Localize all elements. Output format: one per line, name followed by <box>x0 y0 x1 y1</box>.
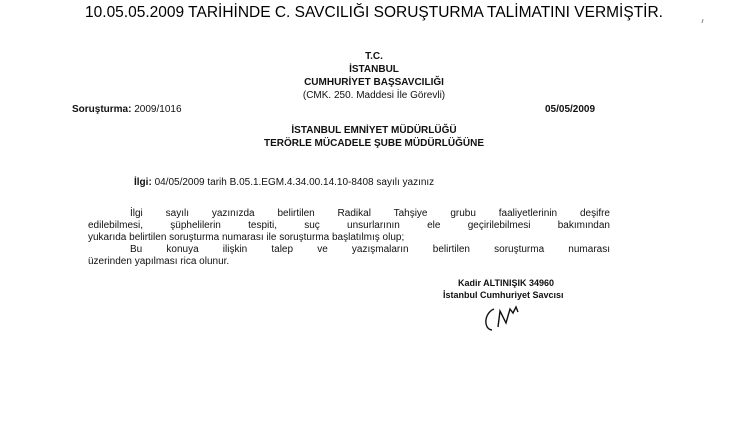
letterhead-tc: T.C. <box>365 51 383 62</box>
body-line: İlgi sayılı yazınızda belirtilen Radikal Tahşiye grubu faaliyetlerinin deşifre <box>130 208 610 219</box>
letterhead-city: İSTANBUL <box>349 64 399 75</box>
letter-body <box>88 208 610 268</box>
signatory-title: İstanbul Cumhuriyet Savcısı <box>443 290 564 300</box>
document-date: 05/05/2009 <box>545 104 596 115</box>
letterhead-subtitle: (CMK. 250. Maddesi İle Görevli) <box>302 90 446 101</box>
annotation-header: 10.05.05.2009 TARİHİNDE C. SAVCILIĞI SORUŞTURMA TALİMATINI VERMİŞTİR. <box>85 4 663 21</box>
recipient-line2: TERÖRLE MÜCADELE ŞUBE MÜDÜRLÜĞÜNE <box>264 138 484 149</box>
reference: İlgi: 04/05/2009 tarih B.05.1.EGM.4.34.00.14.10-8408 sayılı yazınız <box>134 177 435 188</box>
body-line: Bu konuya ilişkin talep ve yazışmaların belirtilen soruşturma numarası <box>130 244 610 255</box>
scan-mark-icon <box>700 18 706 24</box>
signature-icon <box>480 303 540 338</box>
body-line: yukarıda belirtilen soruşturma numarası ile soruşturma başlatılmış olup; <box>88 232 405 243</box>
recipient-line1: İSTANBUL EMNİYET MÜDÜRLÜĞÜ <box>291 125 457 136</box>
body-line: edilebilmesi, şüphelilerin tespiti, suç unsurlarının ele geçirilebilmesi bakımından <box>88 220 610 231</box>
body-line: üzerinden yapılması rica olunur. <box>88 256 230 267</box>
signatory-name: Kadir ALTINIŞIK 34960 <box>458 278 555 288</box>
letterhead-office: CUMHURİYET BAŞSAVCILIĞI <box>304 77 444 88</box>
investigation-number: Soruşturma: 2009/1016 <box>72 104 182 115</box>
